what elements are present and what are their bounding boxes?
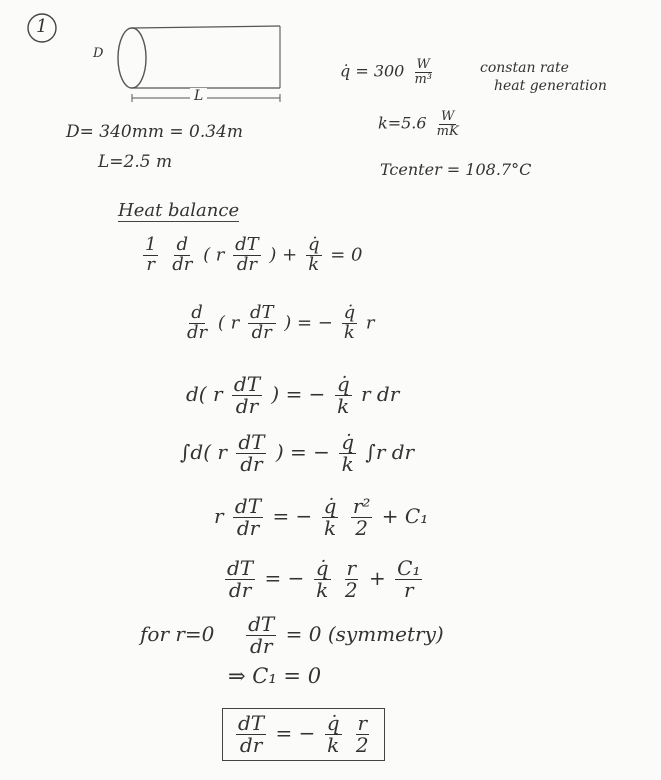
length-label: L [190,88,207,104]
s5-frac-a [233,496,263,539]
k-unit [435,110,461,138]
s9-frac-c [354,713,371,756]
qdot-unit-num: W [416,57,430,72]
s2-frac-a [185,304,209,343]
s9-b-den: k [327,733,340,757]
equation-step-7 [140,614,444,657]
s1-end: = 0 [330,244,363,266]
s2-open: ( r [217,312,240,334]
s9-a-num: dT [238,711,265,735]
s2-b-num: dT [249,302,274,323]
s3-a-den: dr [235,394,259,418]
s4-a-den: dr [240,452,263,476]
s6-c-num: r [346,556,357,580]
equation-step-1 [140,236,363,275]
s1-d-den: k [308,253,320,275]
s4-frac-a [236,432,266,475]
s2-a-den: dr [187,321,208,343]
s5-a-den: dr [236,516,260,540]
given-t-center: Tcenter = 108.7°C [380,160,532,179]
s6-d-num: C₁ [397,556,421,580]
qdot-unit-den: m³ [414,71,432,87]
equation-step-2 [182,304,374,343]
s5-c-num: r² [352,494,371,518]
s6-c-den: 2 [344,578,358,602]
s4-b-den: k [341,452,354,476]
s1-open: ( r [203,244,225,266]
s4-a-num: dT [238,430,265,454]
s7-end: = 0 (symmetry) [285,622,444,646]
k-unit-den: mK [436,123,459,139]
s6-frac-b [314,558,331,601]
s6-b-num: q̇ [315,556,329,580]
given-diameter: D= 340mm = 0.34m [66,122,243,142]
given-qdot [340,58,437,86]
s2-frac-b [248,304,276,343]
equation-step-6 [222,558,425,601]
s1-frac-c [233,236,261,275]
s2-end: r [365,312,375,334]
s5-b-num: q̇ [323,494,337,518]
s3-frac-b [335,374,352,417]
s9-a-den: dr [239,733,263,757]
k-unit-num: W [440,109,455,124]
equation-step-3 [186,374,399,417]
s4-end: ∫r dr [365,440,415,464]
s5-a-num: dT [234,494,262,518]
s6-d-den: r [404,578,414,602]
s7-a-den: dr [250,634,273,658]
s2-frac-c [342,304,358,343]
qdot-note-2: heat generation [494,78,607,94]
s1-c-den: dr [236,253,257,275]
s5-end: + C₁ [381,504,429,528]
s1-frac-d [306,236,322,275]
s1-b-num: d [176,234,189,255]
s1-a-den: r [146,253,156,275]
s2-b-den: dr [251,321,272,343]
s2-mid: ) = − [284,312,333,334]
s1-a-num: 1 [145,234,157,255]
s3-b-num: q̇ [336,372,350,396]
s9-frac-b [325,713,342,756]
s4-open: ∫d( r [180,440,227,464]
s6-plus: + [369,566,386,590]
heat-balance-heading: Heat balance [118,200,240,221]
s3-mid: ) = − [271,382,326,406]
s1-frac-b [170,236,194,275]
s5-mid: = − [272,504,313,528]
s1-d-num: q̇ [307,234,320,255]
s4-frac-b [339,432,356,475]
equation-step-4 [180,432,414,475]
s5-frac-c [351,496,373,539]
s9-mid: = − [275,721,316,745]
qdot-unit [412,58,434,86]
s9-frac-a [236,713,266,756]
s5-b-den: k [324,516,337,540]
s6-frac-a [225,558,255,601]
s3-end: r dr [360,382,400,406]
qdot-label: q̇ = 300 [340,61,405,81]
final-result-box [222,708,385,761]
s6-b-den: k [316,578,329,602]
s5-open: r [214,504,224,528]
s7-a-num: dT [248,612,275,636]
s1-c-num: dT [235,234,259,255]
equation-step-5 [214,496,428,539]
s3-a-num: dT [233,372,261,396]
given-length: L=2.5 m [98,152,173,172]
s2-a-num: d [191,302,203,323]
s3-b-den: k [337,394,350,418]
s9-c-den: 2 [355,733,369,757]
s9-b-num: q̇ [326,711,340,735]
k-label: k=5.6 [378,113,427,133]
s1-frac-a [143,236,158,275]
s2-c-num: q̇ [343,302,356,323]
s2-c-den: k [343,321,355,343]
s3-open: d( r [186,382,223,406]
s7-for: for r=0 [140,622,215,646]
s6-mid: = − [264,566,305,590]
s5-frac-b [322,496,339,539]
s1-close: ) + [269,244,298,266]
s5-c-den: 2 [355,516,368,540]
s4-b-num: q̇ [341,430,355,454]
s9-c-num: r [357,711,368,735]
s7-frac-a [246,614,276,657]
equation-step-8: ⇒ C₁ = 0 [228,664,322,688]
given-k [378,110,464,138]
s6-a-den: dr [228,578,252,602]
s4-mid: ) = − [275,440,330,464]
s6-a-num: dT [227,556,254,580]
diameter-label: D [93,46,104,61]
s6-frac-c [343,558,360,601]
s3-frac-a [232,374,262,417]
s1-b-den: dr [172,253,193,275]
s6-frac-d [395,558,422,601]
problem-number: 1 [36,16,48,37]
qdot-note-1: constan rate [480,60,569,76]
